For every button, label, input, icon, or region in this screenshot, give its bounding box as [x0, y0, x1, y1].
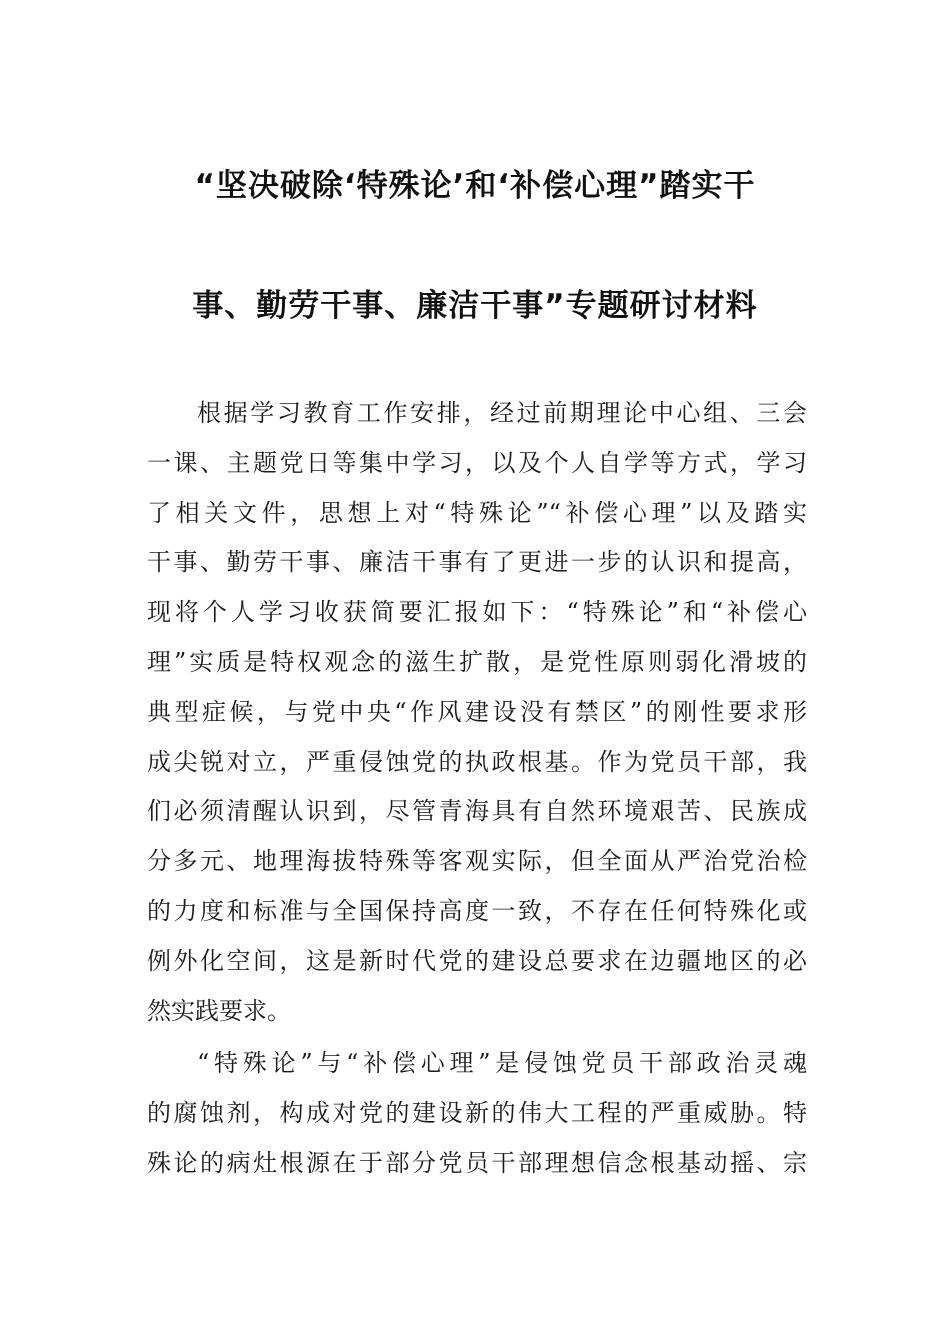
paragraph-line: 了相关文件，思想上对“特殊论”“补偿心理”以及踏实 [147, 498, 807, 527]
paragraph-line: 的力度和标准与全国保持高度一致，不存在任何特殊化或 [147, 896, 807, 925]
paragraph-line: 们必须清醒认识到，尽管青海具有自然环境艰苦、民族成 [147, 797, 807, 826]
document-title-line-2: 事、勤劳干事、廉洁干事”专题研讨材料 [192, 288, 758, 324]
body-paragraph-1 [147, 389, 807, 1036]
paragraph-line: 成尖锐对立，严重侵蚀党的执政根基。作为党员干部，我 [147, 747, 807, 776]
paragraph-line: 典型症候，与党中央“作风建设没有禁区”的刚性要求形 [147, 697, 807, 726]
paragraph-line: 现将个人学习收获简要汇报如下：“特殊论”和“补偿心 [147, 598, 807, 627]
paragraph-line: 理”实质是特权观念的滋生扩散，是党性原则弱化滑坡的 [147, 647, 807, 676]
paragraph-line: “特殊论”与“补偿心理”是侵蚀党员干部政治灵魂 [197, 1049, 807, 1077]
paragraph-line: 的腐蚀剂，构成对党的建设新的伟大工程的严重威胁。特 [147, 1098, 807, 1127]
paragraph-line: 例外化空间，这是新时代党的建设总要求在边疆地区的必 [147, 946, 807, 975]
paragraph-line: 根据学习教育工作安排，经过前期理论中心组、三会 [197, 399, 807, 427]
document-title-line-1: “坚决破除‘特殊论’和‘补偿心理”踏实干 [194, 168, 756, 204]
body-paragraph-2 [147, 1039, 807, 1188]
paragraph-line: 分多元、地理海拔特殊等客观实际，但全面从严治党治检 [147, 847, 807, 876]
paragraph-line: 干事、勤劳干事、廉洁干事有了更进一步的认识和提高， [147, 548, 807, 577]
paragraph-line: 一课、主题党日等集中学习，以及个人自学等方式，学习 [147, 448, 807, 477]
paragraph-line: 然实践要求。 [147, 996, 291, 1025]
paragraph-line: 殊论的病灶根源在于部分党员干部理想信念根基动摇、宗 [147, 1148, 807, 1177]
